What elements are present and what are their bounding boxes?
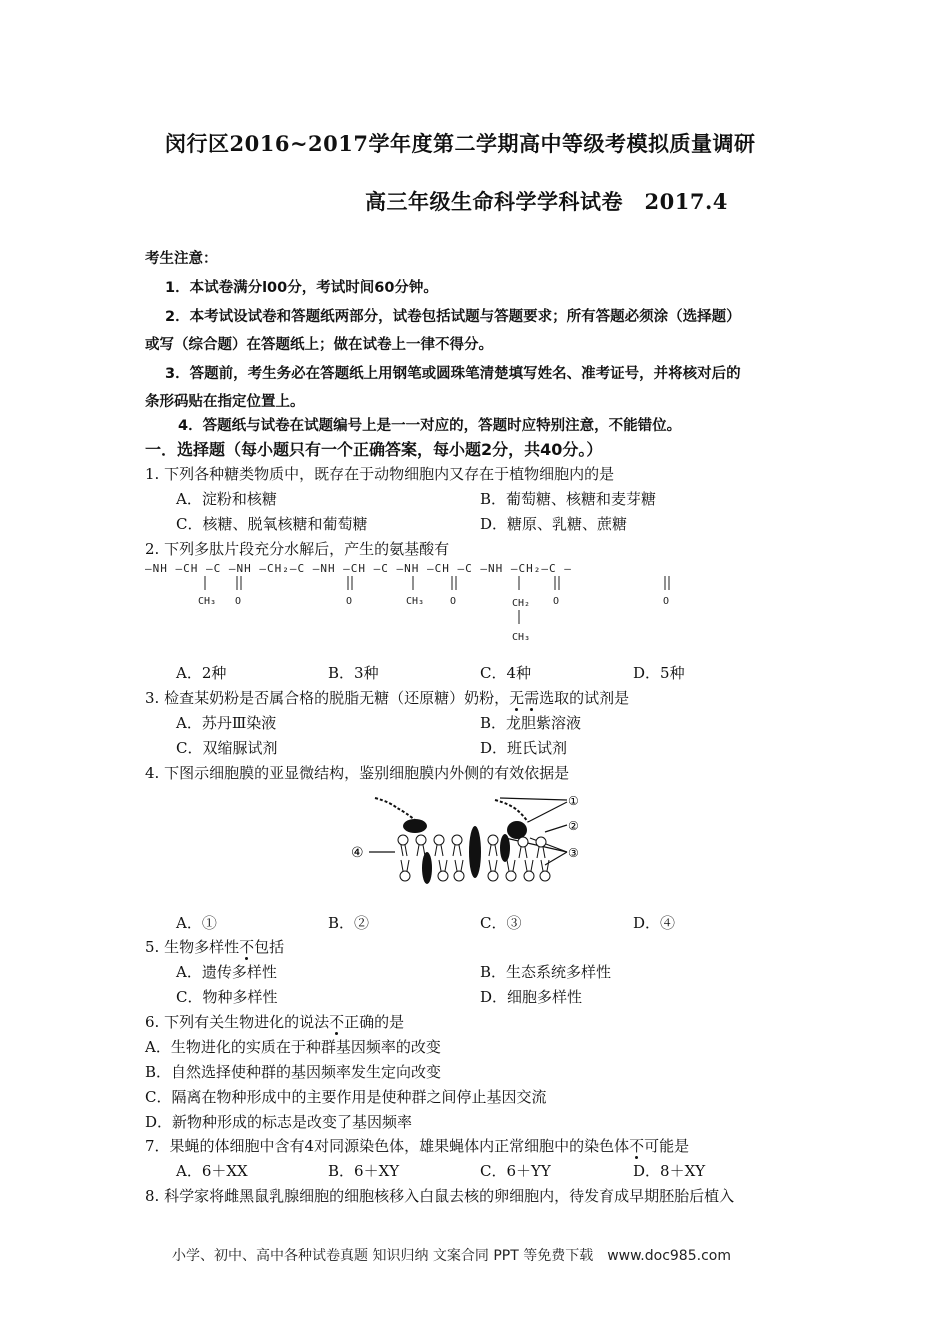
q5-option-d: D．细胞多样性 [480,988,583,1006]
peptide-r3: CH₂ [512,598,531,609]
q8-stem: 8. 科学家将雌黑鼠乳腺细胞的细胞核移入白鼠去核的卵细胞内，待发育成早期胚胎后植入 [145,1187,735,1205]
q3-stem-pre: 3. 检查某奶粉是否属合格的脱脂无糖（还原糖）奶粉， [145,689,510,707]
peptide-o3: O [450,596,457,607]
peptide-bonds [145,562,695,652]
q3-stem-emphasis-1: 无 [509,689,525,707]
peptide-r1: CH₃ [198,596,217,607]
q4-option-a: A．① [176,914,217,932]
notice-item-1: 1．本试卷满分l00分，考试时间60分钟。 [165,280,438,296]
exam-title-line2: 高三年级生命科学学科试卷 2017.4 [365,189,728,214]
q7-option-d: D．8＋XY [633,1162,706,1180]
q5-stem-pre: 5. 生物多样性 [145,938,240,956]
q5-option-c: C．物种多样性 [176,988,278,1006]
q4-option-d: D．④ [633,914,676,932]
q2-option-c: C．4种 [480,664,532,682]
diagram-label-1: ① [568,794,579,808]
peptide-o4: O [553,596,560,607]
q5-option-b: B．生态系统多样性 [480,963,612,981]
q1-option-a: A．淀粉和核糖 [176,490,277,508]
page-footer: 小学、初中、高中各种试卷真题 知识归纳 文案合同 PPT 等免费下载 www.doc985.com [172,1248,731,1264]
section-heading: 一．选择题（每小题只有一个正确答案，每小题2分，共40分。） [145,440,603,459]
exam-title-line1: 闵行区2016~2017学年度第二学期高中等级考模拟质量调研 [165,131,756,156]
q4-option-b: B．② [328,914,370,932]
notice-heading: 考生注意： [145,251,218,267]
q6-option-c: C．隔离在物种形成中的主要作用是使种群之间停止基因交流 [145,1088,547,1106]
notice-item-2b: 或写（综合题）在答题纸上；做在试卷上一律不得分。 [145,337,493,353]
q3-stem [145,687,629,708]
q6-stem [145,1011,404,1032]
cell-membrane-diagram [345,790,615,895]
notice-item-3a: 3．答题前，考生务必在答题纸上用钢笔或圆珠笔清楚填写姓名、准考证号，并将核对后的 [165,366,741,382]
q6-stem-emphasis: 不 [329,1013,345,1031]
q5-option-a: A．遗传多样性 [176,963,277,981]
q4-option-c: C．③ [480,914,522,932]
q7-stem-post: 可能是 [644,1137,690,1155]
q5-stem-post: 包括 [254,938,285,956]
diagram-label-3: ③ [568,846,579,860]
q3-stem-post: 选取的试剂是 [539,689,630,707]
q6-option-d: D．新物种形成的标志是改变了基因频率 [145,1113,413,1131]
q4-stem: 4. 下图示细胞膜的亚显微结构，鉴别细胞膜内外侧的有效依据是 [145,764,570,782]
q3-option-d: D．班氏试剂 [480,739,568,757]
q2-option-d: D．5种 [633,664,685,682]
q2-option-b: B．3种 [328,664,379,682]
q7-stem [145,1135,689,1156]
q7-stem-pre: 7．果蝇的体细胞中含有4对同源染色体，雄果蝇体内正常细胞中的染色体 [145,1137,630,1155]
q5-stem [145,936,284,957]
q7-stem-emphasis: 不 [629,1137,645,1155]
diagram-label-2: ② [568,819,579,833]
q6-stem-post: 正确的是 [344,1013,405,1031]
notice-item-4: 4．答题纸与试卷在试题编号上是一一对应的，答题时应特别注意，不能错位。 [178,418,682,434]
peptide-o1: O [235,596,242,607]
peptide-o5: O [663,596,670,607]
q1-stem: 1. 下列各种糖类物质中，既存在于动物细胞内又存在于植物细胞内的是 [145,465,615,483]
q6-stem-pre: 6. 下列有关生物进化的说法 [145,1013,330,1031]
diagram-label-4: ④ [351,845,364,861]
peptide-r4: CH₃ [512,632,531,643]
q6-option-b: B．自然选择使种群的基因频率发生定向改变 [145,1063,442,1081]
q5-stem-emphasis: 不 [239,938,255,956]
peptide-o2: O [346,596,353,607]
q2-stem: 2. 下列多肽片段充分水解后，产生的氨基酸有 [145,540,450,558]
q2-option-a: A．2种 [176,664,227,682]
notice-item-2a: 2．本考试设试卷和答题纸两部分，试卷包括试题与答题要求；所有答题必须涂（选择题） [165,309,741,325]
q6-option-a: A．生物进化的实质在于种群基因频率的改变 [145,1038,441,1056]
peptide-r2: CH₃ [406,596,425,607]
q1-option-b: B．葡萄糖、核糖和麦芽糖 [480,490,657,508]
q3-option-b: B．龙胆紫溶液 [480,714,582,732]
q1-option-d: D．糖原、乳糖、蔗糖 [480,515,628,533]
q1-option-c: C．核糖、脱氧核糖和葡萄糖 [176,515,368,533]
q7-option-c: C．6＋YY [480,1162,551,1180]
peptide-backbone: —NH —CH —C —NH —CH₂—C —NH —CH —C —NH —CH —C —NH —CH₂—C — [145,562,572,575]
q3-stem-emphasis-2: 需 [524,689,540,707]
q3-option-c: C．双缩脲试剂 [176,739,278,757]
q3-option-a: A．苏丹Ⅲ染液 [176,714,277,732]
q7-option-a: A．6＋XX [176,1162,248,1180]
q7-option-b: B．6＋XY [328,1162,400,1180]
notice-item-3b: 条形码贴在指定位置上。 [145,394,305,410]
peptide-formula [145,562,695,652]
